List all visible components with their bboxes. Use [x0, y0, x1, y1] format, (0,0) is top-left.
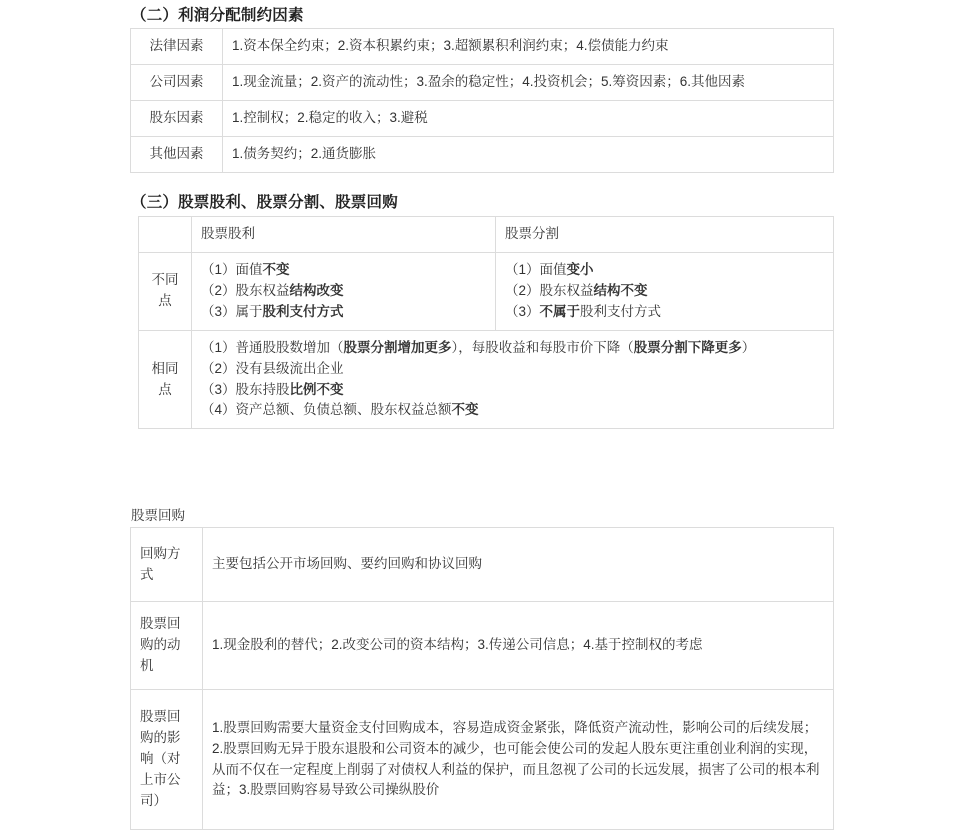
text-line	[505, 260, 824, 281]
table-row-similarities	[139, 330, 834, 429]
row-label: 股票回购的动机	[131, 602, 203, 690]
row-label: 法律因素	[131, 29, 223, 65]
row-content: 1.现金股利的替代；2.改变公司的资本结构；3.传递公司信息；4.基于控制权的考虑	[203, 602, 834, 690]
table-row	[131, 136, 834, 172]
column-header-stock-dividend: 股票股利	[192, 217, 496, 253]
page-title-buyback: 股票回购	[131, 508, 185, 523]
column-header-stock-split: 股票分割	[496, 217, 834, 253]
table-stock-compare	[138, 216, 834, 429]
row-content: 1.股票回购需要大量资金支付回购成本，容易造成资金紧张，降低资产流动性，影响公司的后续发展；2.股票回购无异于股东退股和公司资本的减少，也可能会使公司的发起人股东更注重创业利润的实现，从而不仅在一定程度上削弱了对债权人利益的保护，而且忽视了公司的长远发展，损害了公司的根本利益；3.股票回购容易导致公司操纵股价	[203, 690, 834, 830]
row-label: 公司因素	[131, 64, 223, 100]
text-line	[505, 302, 824, 323]
emphasis-text: 结构不变	[593, 282, 648, 298]
text-line	[201, 281, 486, 302]
row-label: 股票回购的影响（对上市公司）	[131, 690, 203, 830]
plain-text: （4）资产总额、负债总额、股东权益总额	[201, 402, 452, 418]
plain-text: ）	[741, 339, 756, 355]
text-line	[201, 359, 824, 380]
table-row-differences	[139, 252, 834, 330]
text-line	[505, 281, 824, 302]
row-content: 1.控制权；2.稳定的收入；3.避税	[223, 100, 834, 136]
plain-text: （3）	[505, 303, 540, 319]
text-line	[201, 338, 824, 359]
table-row	[131, 690, 834, 830]
text-line	[201, 302, 486, 323]
table-header-row	[139, 217, 834, 253]
similarities-content	[192, 330, 834, 429]
text-line	[201, 380, 824, 401]
plain-text: （1）普通股股数增加（	[201, 339, 344, 355]
row-content: 1.现金流量；2.资产的流动性；3.盈余的稳定性；4.投资机会；5.筹资因素；6.其他因素	[223, 64, 834, 100]
emphasis-text: 变小	[566, 261, 594, 277]
table-row	[131, 528, 834, 602]
row-content: 1.资本保全约束；2.资本积累约束；3.超额累积利润约束；4.偿债能力约束	[223, 29, 834, 65]
plain-text: （1）面值	[505, 261, 567, 277]
text-line	[201, 260, 486, 281]
emphasis-text: 不变	[451, 402, 479, 418]
row-content: 主要包括公开市场回购、要约回购和协议回购	[203, 528, 834, 602]
row-label-differences: 不同点	[139, 252, 192, 330]
page-title-stock-compare: （三）股票股利、股票分割、股票回购	[131, 194, 398, 211]
table-row	[131, 602, 834, 690]
plain-text: （3）属于	[201, 303, 263, 319]
emphasis-text: 股票分割增加更多	[343, 339, 452, 355]
emphasis-text: 结构改变	[289, 282, 344, 298]
table-buyback	[130, 527, 834, 830]
corner-cell	[139, 217, 192, 253]
plain-text: （2）没有县级流出企业	[201, 360, 344, 376]
table-row	[131, 100, 834, 136]
row-label-similarities: 相同点	[139, 330, 192, 429]
page-title-profit-factors: （二）利润分配制约因素	[131, 7, 304, 24]
row-label: 其他因素	[131, 136, 223, 172]
emphasis-text: 比例不变	[289, 381, 344, 397]
plain-text: （2）股东权益	[505, 282, 594, 298]
plain-text: （3）股东持股	[201, 381, 290, 397]
table-profit-factors	[130, 28, 834, 173]
plain-text: （1）面值	[201, 261, 263, 277]
emphasis-text: 股利支付方式	[262, 303, 344, 319]
plain-text: （2）股东权益	[201, 282, 290, 298]
plain-text: 股利支付方式	[580, 303, 662, 319]
table-row	[131, 64, 834, 100]
row-label: 回购方式	[131, 528, 203, 602]
row-label: 股东因素	[131, 100, 223, 136]
text-line	[201, 400, 824, 421]
plain-text: ），每股收益和每股市价下降（	[451, 339, 634, 355]
emphasis-text: 股票分割下降更多	[633, 339, 742, 355]
differences-stock-split	[496, 252, 834, 330]
table-row	[131, 29, 834, 65]
emphasis-text: 不属于	[539, 303, 581, 319]
row-content: 1.债务契约；2.通货膨胀	[223, 136, 834, 172]
emphasis-text: 不变	[262, 261, 290, 277]
differences-stock-dividend	[192, 252, 496, 330]
